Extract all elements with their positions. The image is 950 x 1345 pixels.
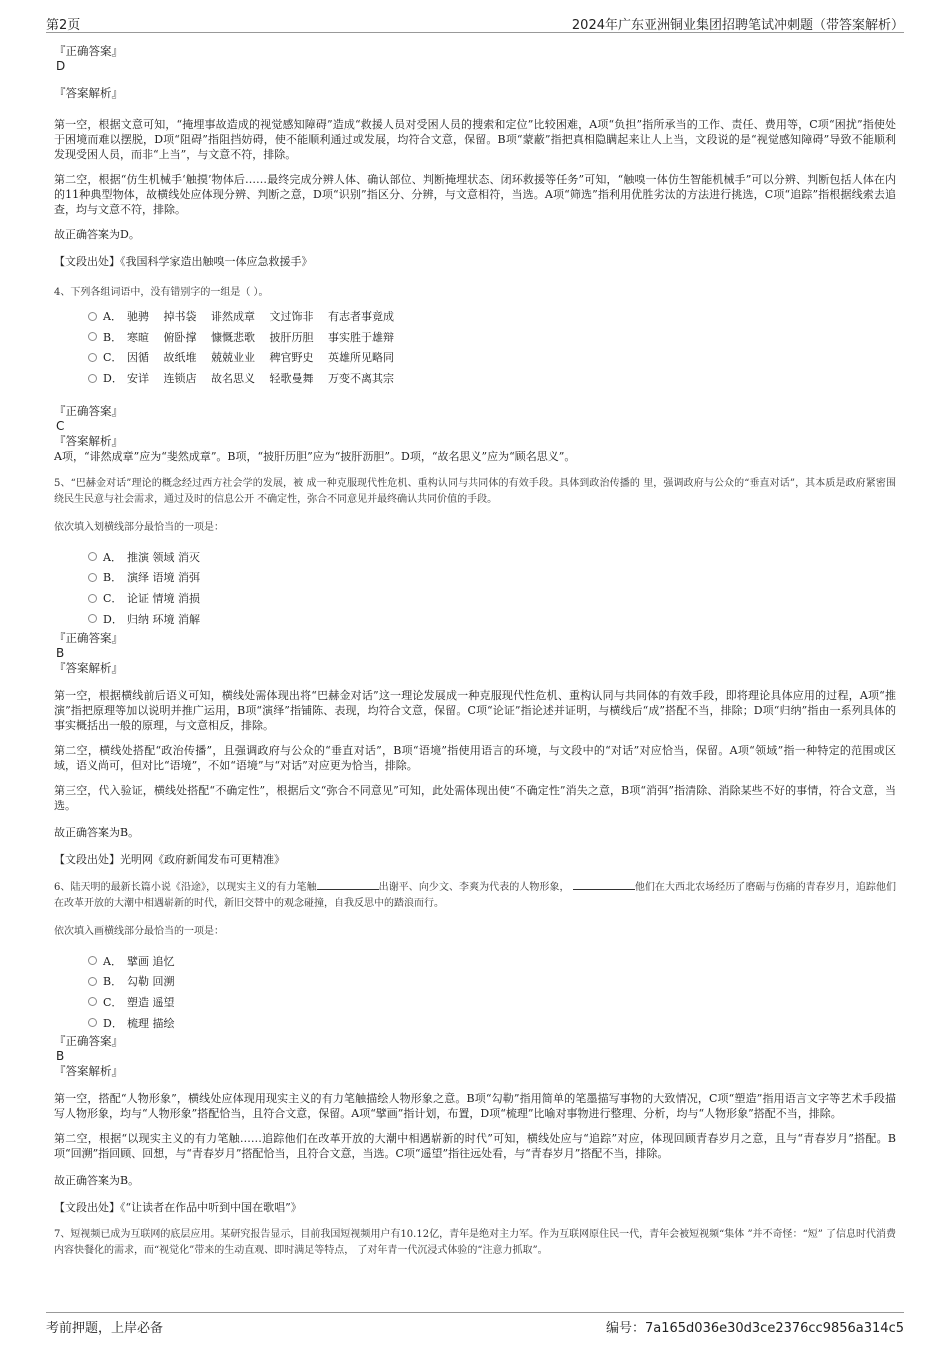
q5-options xyxy=(88,548,896,631)
q5-source: 【文段出处】光明网《政府新闻发布可更精准》 xyxy=(54,852,285,866)
q4-option-a[interactable]: A． 驰骋 掉书袋 诽然成章 文过饰非 有志者事竟成 xyxy=(88,307,896,328)
radio-icon[interactable] xyxy=(88,997,97,1006)
q3-analysis-1: 第一空，根据文意可知，“掩埋事故造成的视觉感知障碍”造成“救援人员对受困人员的搜索和定位”比较困难，A项“负担”指所承当的工作、责任、费用等，C项“困扰”指使处于困境而难以摆脱，D项“阻碍”指阻挡妨碍，使不能顺利通过或发展，均符合文意，保留。B项“蒙蔽”指把真相隐瞒起来让人上当，文段说的是“视觉感知障碍”导致不能顺利发现受困人员，而非“上当”，与文意不符，排除。 xyxy=(54,118,896,161)
q6-analysis-1: 第一空，搭配“人物形象”，横线处应体现用现实主义的有力笔触描绘人物形象之意。B项“勾勒”指用简单的笔墨描写事物的大致情况，C项“塑造”指用语言文字等艺术手段描写人物形象，均与“人物形象”搭配恰当，且符合文意，保留。A项“擘画”指计划，布置，D项“梳理”比喻对事物进行整理、分析，均与“人物形象”搭配不当，排除。 xyxy=(54,1092,896,1121)
q6-options xyxy=(88,952,896,1035)
answer-label: 『正确答案』 xyxy=(54,44,123,58)
fill-blank xyxy=(573,879,635,890)
q6-question: 6、陆天明的最新长篇小说《沿途》，以现实主义的有力笔触 出谢平、向少文、李爽为代表的人物形象， 他们在大西北农场经历了磨砺与伤痛的青春岁月，追踪他们在改革开放的大潮中相遇崭新的时代，新旧交替中的观念碰撞，自我反思中的踏浪而行。 xyxy=(54,879,896,912)
q6-source: 【文段出处】《“让读者在作品中听到中国在歌唱”》 xyxy=(54,1201,302,1215)
answer-label: 『正确答案』 xyxy=(54,1034,123,1049)
q5-analysis-1: 第一空，根据横线前后语义可知，横线处需体现出将“巴赫金对话”这一理论发展成一种克服现代性危机、重构认同与共同体的有效手段，即将理论具体应用的过程，A项“推演”指把原理等加以说明并推广运用，B项“演绎”指铺陈、表现，均符合文意，保留。C项“论证”指论述并证明，与横线后“成”搭配不当，排除；D项“归纳”指由一系列具体的事实概括出一般的原理，与文意相反，排除。 xyxy=(54,688,896,732)
document-title: 2024年广东亚洲铜业集团招聘笔试冲刺题（带答案解析） xyxy=(571,18,904,33)
page-number: 第2页 xyxy=(46,18,81,33)
q6-option-b[interactable]: B． 勾勒 回溯 xyxy=(88,972,896,993)
q4-option-c[interactable]: C． 因循 故纸堆 兢兢业业 稗官野史 英雄所见略同 xyxy=(88,348,896,369)
q6-option-a[interactable]: A． 擘画 追忆 xyxy=(88,952,896,973)
analysis-label: 『答案解析』 xyxy=(54,1064,123,1079)
q3-conclusion: 故正确答案为D。 xyxy=(54,228,140,241)
analysis-label: 『答案解析』 xyxy=(54,86,123,100)
q5-conclusion: 故正确答案为B。 xyxy=(54,825,140,839)
q5-answer: B xyxy=(56,645,65,660)
footer-slogan: 考前押题，上岸必备 xyxy=(46,1321,164,1336)
document-code: 编号：7a165d036e30d3ce2376cc9856a314c5 xyxy=(606,1321,904,1336)
q5-analysis-3: 第三空，代入验证，横线处搭配“不确定性”，根据后文“弥合不同意见”可知，此处需体现出使“不确定性”消失之意，B项“消弭”指清除、消除某些不好的事情，符合文意，当选。 xyxy=(54,783,896,812)
q3-source: 【文段出处】《我国科学家造出触嗅一体应急救援手》 xyxy=(54,255,313,268)
radio-icon[interactable] xyxy=(88,956,97,965)
radio-icon[interactable] xyxy=(88,332,97,341)
q4-options xyxy=(88,307,896,390)
answer-label: 『正确答案』 xyxy=(54,630,123,645)
q6-option-d[interactable]: D． 梳理 描绘 xyxy=(88,1014,896,1035)
analysis-label: 『答案解析』 xyxy=(54,433,123,448)
q6-conclusion: 故正确答案为B。 xyxy=(54,1174,140,1188)
q5-option-a[interactable]: A． 推演 领域 消灭 xyxy=(88,548,896,569)
q5-analysis-2: 第二空，横线处搭配“政治传播”，且强调政府与公众的“垂直对话”，B项“语境”指使用语言的环境，与文段中的“对话”对应恰当，保留。A项“领域”指一种特定的范围或区域，语义尚可，但对比“语境”，不如“语境”与“对话”对应更为恰当，排除。 xyxy=(54,743,896,772)
q4-answer: C xyxy=(56,418,65,433)
fill-blank xyxy=(317,879,379,890)
q4-analysis: A项，“诽然成章”应为“斐然成章”。B项，“披肝历胆”应为“披肝沥胆”。D项，“故名思义”应为“顾名思义”。 xyxy=(54,449,576,463)
radio-icon[interactable] xyxy=(88,573,97,582)
q3-answer: D xyxy=(56,59,66,73)
q4-option-b[interactable]: B． 寒暄 俯卧撑 慷慨悲歌 披肝历胆 事实胜于雄辩 xyxy=(88,328,896,349)
radio-icon[interactable] xyxy=(88,353,97,362)
page-content xyxy=(54,44,896,1259)
q5-prompt: 依次填入划横线部分最恰当的一项是： xyxy=(54,521,224,533)
q6-option-c[interactable]: C． 塑造 遥望 xyxy=(88,993,896,1014)
q5-option-b[interactable]: B． 演绎 语境 消弭 xyxy=(88,568,896,589)
radio-icon[interactable] xyxy=(88,1018,97,1027)
analysis-label: 『答案解析』 xyxy=(54,660,123,675)
radio-icon[interactable] xyxy=(88,977,97,986)
q3-analysis-2: 第二空，根据“仿生机械手‘触摸’物体后……最终完成分辨人体、确认部位、判断掩埋状态、闭环救援等任务”可知，“触嗅一体仿生智能机械手”可以分辨、判断包括人体在内的11种典型物体，故横线处应体现分辨、判断之意，D项“识别”指区分、分辨，与文意相符，当选。A项“筛选”指利用优胜劣汰的方法进行挑选，C项“追踪”指根据线索去追查，均与文意不符，排除。 xyxy=(54,173,896,216)
page-footer xyxy=(46,1312,904,1335)
q5-question: 5、“巴赫金对话”理论的概念经过西方社会学的发展，被 成一种克服现代性危机、重构认同与共同体的有效手段。具体到政治传播的 里，强调政府与公众的“垂直对话”，其本质是政府紧密围绕民生民意与社会需求，通过及时的信息公开 不确定性，弥合不同意见并最终确认共同价值的手段。 xyxy=(54,477,896,505)
q4-option-d[interactable]: D． 安详 连锁店 故名思义 轻歌曼舞 万变不离其宗 xyxy=(88,369,896,390)
radio-icon[interactable] xyxy=(88,374,97,383)
page-header xyxy=(46,12,904,33)
q5-option-c[interactable]: C． 论证 情境 消损 xyxy=(88,589,896,610)
radio-icon[interactable] xyxy=(88,552,97,561)
q7-question: 7、短视频已成为互联网的底层应用。某研究报告显示，目前我国短视频用户有10.12亿，青年是绝对主力军。作为互联网原住民一代，青年会被短视频“集体 ”并不奇怪：“短” 了信息时代消费内容快餐化的需求，而“视觉化”带来的生动直观、即时满足等特点， 了对年青一代沉浸式体验的“注意力抓取”。 xyxy=(54,1229,896,1257)
q4-question: 4、下列各组词语中，没有错别字的一组是（ ）。 xyxy=(54,287,269,298)
answer-label: 『正确答案』 xyxy=(54,403,123,418)
q6-prompt: 依次填入画横线部分最恰当的一项是： xyxy=(54,925,224,937)
q6-answer: B xyxy=(56,1049,65,1064)
radio-icon[interactable] xyxy=(88,312,97,321)
q5-option-d[interactable]: D． 归纳 环境 消解 xyxy=(88,610,896,631)
radio-icon[interactable] xyxy=(88,614,97,623)
q6-analysis-2: 第二空，根据“以现实主义的有力笔触……追踪他们在改革开放的大潮中相遇崭新的时代”可知，横线处应与“追踪”对应，体现回顾青春岁月之意，且与“青春岁月”搭配。B项“回溯”指回顾、回想，与“青春岁月”搭配恰当，且符合文意，当选。C项“遥望”指往远处看，与“青春岁月”搭配不当，排除。 xyxy=(54,1132,896,1161)
radio-icon[interactable] xyxy=(88,594,97,603)
